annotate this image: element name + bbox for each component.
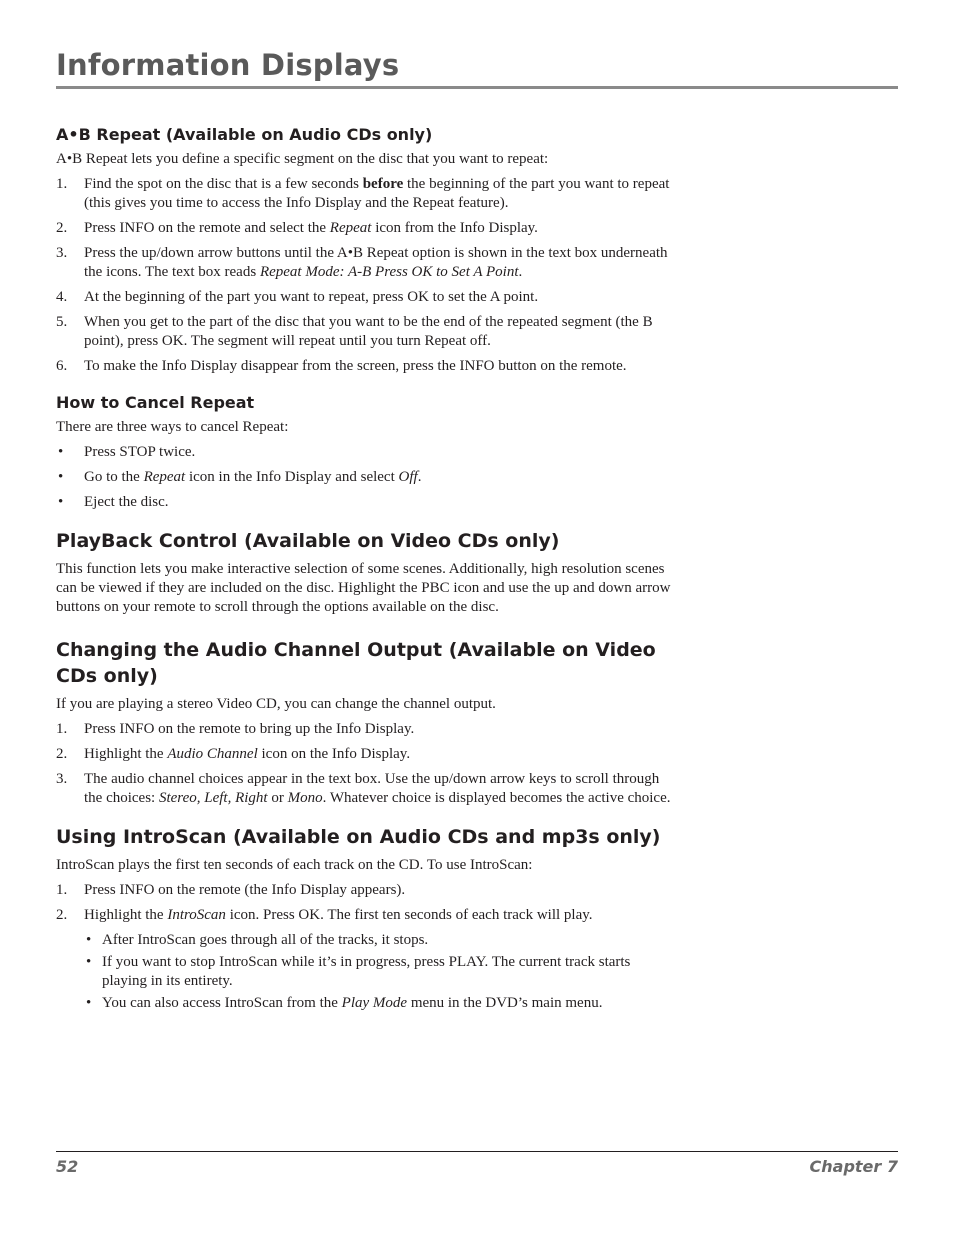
ab-repeat-step-2: 2. Press INFO on the remote and select the Repeat icon from the Info Display. [56, 220, 538, 236]
audio-channel-intro: If you are playing a stereo Video CD, you can change the channel output. [56, 696, 496, 712]
bullet: • [86, 954, 92, 970]
page-title: Information Displays [56, 48, 400, 82]
ab-repeat-step-6: 6. To make the Info Display disappear from the screen, press the INFO button on the remote. [56, 358, 627, 374]
bullet: • [58, 444, 64, 460]
introscan-intro: IntroScan plays the first ten seconds of each track on the CD. To use IntroScan: [56, 857, 533, 873]
introscan-step-1: 1. Press INFO on the remote (the Info Display appears). [56, 882, 406, 898]
cancel-repeat-item-2: • Go to the Repeat icon in the Info Display and select Off. [58, 469, 422, 485]
chapter-label: Chapter 7 [809, 1157, 898, 1176]
audio-channel-step-3: 3. The audio channel choices appear in the text box. Use the up/down arrow keys to scroll through the choices: Stereo, Left, Right or Mono. Whatever choice is displayed becomes the active choice. [56, 771, 671, 806]
ab-repeat-steps [56, 175, 671, 376]
bullet: • [58, 469, 64, 485]
cancel-repeat-heading: How to Cancel Repeat [56, 393, 255, 412]
introscan-note-1: • After IntroScan goes through all of the tracks, it stops. [86, 932, 429, 948]
title-rule [56, 86, 898, 89]
cancel-repeat-item-3: • Eject the disc. [58, 494, 169, 510]
cancel-repeat-item-1: • Press STOP twice. [58, 444, 196, 460]
introscan-notes [56, 931, 671, 1013]
introscan-note-3: • You can also access IntroScan from the Play Mode menu in the DVD’s main menu. [86, 995, 603, 1011]
footer-rule [56, 1151, 898, 1152]
introscan-note-2: • If you want to stop IntroScan while it’s in progress, press PLAY. The current track starts playing in its entirety. [86, 954, 631, 989]
page-content [56, 124, 671, 1016]
bullet: • [86, 995, 92, 1011]
cancel-repeat-list [56, 443, 671, 512]
playback-control-heading: PlayBack Control (Available on Video CDs only) [56, 530, 560, 552]
bullet: • [86, 932, 92, 948]
ab-repeat-intro: A•B Repeat lets you define a specific segment on the disc that you want to repeat: [56, 151, 549, 167]
ab-repeat-heading: A•B Repeat (Available on Audio CDs only) [56, 125, 433, 144]
audio-channel-steps [56, 720, 671, 808]
ab-repeat-step-1: 1. Find the spot on the disc that is a few seconds before the beginning of the part you want to repeat (this gives you time to access the Info Display and the Repeat feature). [56, 176, 670, 211]
cancel-repeat-intro: There are three ways to cancel Repeat: [56, 419, 289, 435]
introscan-step-2: 2. Highlight the IntroScan icon. Press OK. The first ten seconds of each track will play. [56, 907, 593, 923]
ab-repeat-step-3: 3. Press the up/down arrow buttons until the A•B Repeat option is shown in the text box underneath the icons. The text box reads Repeat Mode: A-B Press OK to Set A Point. [56, 245, 668, 280]
audio-channel-step-2: 2. Highlight the Audio Channel icon on the Info Display. [56, 746, 411, 762]
ab-repeat-step-4: 4. At the beginning of the part you want to repeat, press OK to set the A point. [56, 289, 539, 305]
ab-repeat-step-5: 5. When you get to the part of the disc that you want to be the end of the repeated segment (the B point), press OK. The segment will repeat until you turn Repeat off. [56, 314, 653, 349]
page-number: 52 [56, 1157, 79, 1176]
bullet: • [58, 494, 64, 510]
playback-control-body: This function lets you make interactive selection of some scenes. Additionally, high resolution scenes can be viewed if they are included on the disc. Highlight the PBC icon and use the up and down arrow buttons on your remote to scroll through the options available on the disc. [56, 561, 671, 615]
audio-channel-step-1: 1. Press INFO on the remote to bring up the Info Display. [56, 721, 415, 737]
introscan-steps [56, 881, 671, 925]
introscan-heading: Using IntroScan (Available on Audio CDs and mp3s only) [56, 826, 661, 848]
audio-channel-heading: Changing the Audio Channel Output (Available on Video CDs only) [56, 639, 656, 687]
